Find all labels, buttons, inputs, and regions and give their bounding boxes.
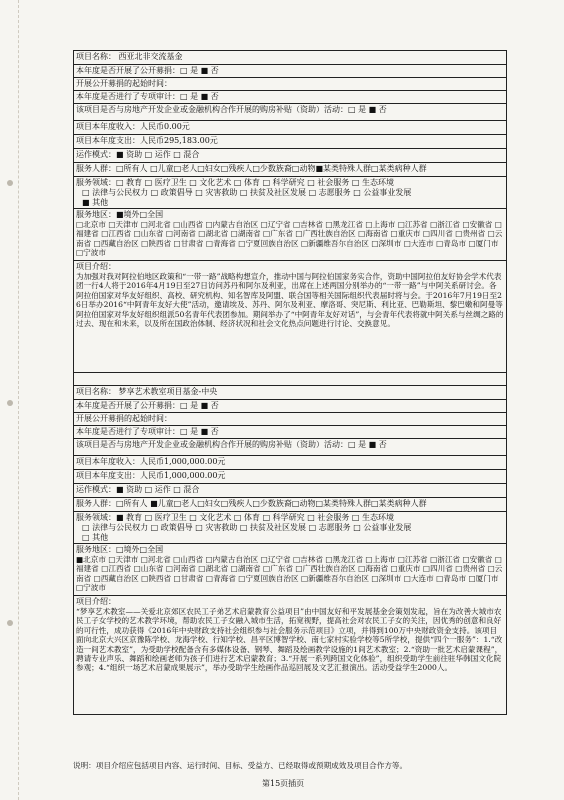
region-list: ■北京市 □天津市 □河北省 □山西省 □内蒙古自治区 □辽宁省 □吉林省 □黑龙江省 □上海市 □江苏省 □浙江省 □安徽省 □福建省 □江西省 □山东省 □河南省 □湖北省 □湖南省 □广东省 □广西壮族自治区 □海南省 □重庆市 □四川省 □贵州省 □云南省 □西藏自治区 □陕西省 □甘肃省 □青海省 □宁夏回族自治区 □新疆维吾尔自治区 □深圳市 □大连市 □青岛市 □厦门市 □宁波市 [76, 555, 503, 593]
expense: 项目本年度支出：人民币1,000,000.00元 [74, 470, 506, 484]
region-heading: 服务地区：■境外□全国 [76, 210, 164, 219]
housing-subsidy: 该项目是否与房地产开发企业或金融机构合作开展的购房补贴（资助）活动：□ 是 ■ 否 [74, 439, 506, 456]
project-name: 项目名称： 西亚北非交流基金 [74, 51, 506, 65]
intro-text: 为加强对我对阿拉伯地区政策和“一带一路”战略构想宣介，推动中国与阿拉伯国家务实合作，资助中国阿拉伯友好协会学术代表团一行4人将于2016年4月19日至27日访问苏丹和阿尔及利亚，出席在上述两国分别举办的“一带一路”与中阿关系研讨会。各阿拉伯国家对华友好组织、高校、研究机构、知名智库及阿盟、联合国等相关国际组织代表届时将与会。于2016年7月19日至26日举办2016“中阿青年友好大使”活动，邀请埃及、苏丹、阿尔及利亚、摩洛哥、突尼斯、利比亚、巴勒斯坦、黎巴嫩和阿曼等阿拉伯国家对华友好组织组派50名青年代表团参加。期间举办了“中阿青年友好对话”，与会青年代表将就中阿关系与丝绸之路的过去、现在和未来，以及所在国政治体制、经济状况和社会文化热点问题进行讨论、交换意见。 [76, 272, 504, 329]
operation-mode: 运作模式：■ 资助 □ 运作 □ 混合 [74, 484, 506, 498]
project-table [73, 50, 507, 715]
punch-hole [7, 180, 13, 186]
project-intro [74, 596, 506, 714]
fields-line-1: 服务领域：■ 教育 □ 医疗卫生 □ 文化艺术 □ 体育 □ 科学研究 □ 社会服务 □ 生态环境 [76, 513, 394, 522]
housing-subsidy: 该项目是否与房地产开发企业或金融机构合作开展的购房补贴（资助）活动：□ 是 ■ 否 [74, 104, 506, 121]
service-targets: 服务人群：□所有人 ■儿童□老人□妇女□残疾人□少数族裔□动物□某类特殊人群□某类病种人群 [74, 498, 506, 512]
punch-hole [7, 400, 13, 406]
project-name: 项目名称： 梦享艺术教室项目基金-中央 [74, 386, 506, 400]
public-fundraising: 本年度是否开展了公开募捐：□ 是 ■ 否 [74, 65, 506, 78]
operation-mode: 运作模式：■ 资助 □ 运作 □ 混合 [74, 149, 506, 163]
project-intro [74, 261, 506, 373]
intro-label: 项目介绍： [76, 597, 116, 606]
punch-hole [7, 620, 13, 626]
expense: 项目本年度支出：人民币295,183.00元 [74, 135, 506, 149]
region-list: □北京市 □天津市 □河北省 □山西省 □内蒙古自治区 □辽宁省 □吉林省 □黑龙江省 □上海市 □江苏省 □浙江省 □安徽省 □福建省 □江西省 □山东省 □河南省 □湖北省 □湖南省 □广东省 □广西壮族自治区 □海南省 □重庆市 □四川省 □贵州省 □云南省 □西藏自治区 □陕西省 □甘肃省 □青海省 □宁夏回族自治区 □新疆维吾尔自治区 □深圳市 □大连市 □青岛市 □厦门市 □宁波市 [76, 220, 503, 258]
service-region [74, 209, 506, 261]
service-fields [74, 512, 506, 544]
fields-line-2: □ 法律与公民权力 □ 政策倡导 □ 灾害救助 □ 扶贫及社区发展 □ 志愿服务 □ 公益事业发展 [82, 523, 412, 532]
fields-line-2: □ 法律与公民权力 □ 政策倡导 □ 灾害救助 □ 扶贫及社区发展 □ 志愿服务 □ 公益事业发展 [82, 188, 412, 197]
fundraising-start: 开展公开募捐的起始时间： [74, 78, 506, 91]
fields-line-3: □ 其他 [82, 533, 109, 542]
special-audit: 本年度是否进行了专项审计：□ 是 ■ 否 [74, 91, 506, 104]
income: 项目本年度收入：人民币0.00元 [74, 121, 506, 135]
fundraising-start: 开展公开募捐的起始时间： [74, 413, 506, 426]
binding-margin [4, 0, 19, 800]
service-targets: 服务人群：□所有人 □儿童□老人□妇女□残疾人□少数族裔□动物■某类特殊人群□某类病种人群 [74, 163, 506, 177]
page-number: 第15页插页 [262, 779, 305, 788]
fields-line-1: 服务领域：□ 教育 □ 医疗卫生 □ 文化艺术 □ 体育 □ 科学研究 □ 社会服务 □ 生态环境 [76, 178, 394, 187]
service-fields [74, 177, 506, 209]
special-audit: 本年度是否进行了专项审计：□ 是 ■ 否 [74, 426, 506, 439]
intro-text: “梦享艺术教室——关爱北京郊区农民工子弟艺术启蒙教育公益项目”由中国友好和平发展基金会策划发起，旨在为改善大城市农民工子女学校的艺术教学环境，帮助农民工子女融入城市生活，拓宽视野，提高社会对农民工子女的关注，因优秀的创意和良好的可行性，成功获得《2016年中央财政支持社会组织参与社会服务示范项目》立项，并得到100万中央财政资金支持。该项目面向北京大兴区京豫陈学校、龙海学校、行知学校、昌平区博智学校、南七家村实验学校等5所学校，提供“四个一服务”：1.“改造一间艺术教室”，为受助学校配备含有多媒体设备、钢琴、舞蹈及绘画教学设施的1间艺术教室；2.“资助一批艺术启蒙课程”，聘请专业声乐、舞蹈和绘画老师为孩子们进行艺术启蒙教育；3.“开展一系列跨国文化体验”，组织受助学生前往驻华韩国文化院参观；4.“组织一场艺术启蒙成果展示”，举办受助学生绘画作品巡回展及文艺汇报演出。活动受益学生2000人。 [76, 607, 503, 673]
footnote: 说明：项目介绍应包括项目内容、运行时间、目标、受益方、已经取得或预期成效及项目合作方等。 [73, 761, 408, 770]
service-region [74, 544, 506, 596]
fields-line-3: ■ 其他 [82, 198, 109, 207]
intro-label: 项目介绍： [76, 262, 116, 271]
region-heading: 服务地区：□境外□全国 [76, 545, 164, 554]
public-fundraising: 本年度是否开展了公开募捐：□ 是 ■ 否 [74, 400, 506, 413]
section-gap [74, 373, 506, 386]
income: 项目本年度收入：人民币1,000,000.00元 [74, 456, 506, 470]
